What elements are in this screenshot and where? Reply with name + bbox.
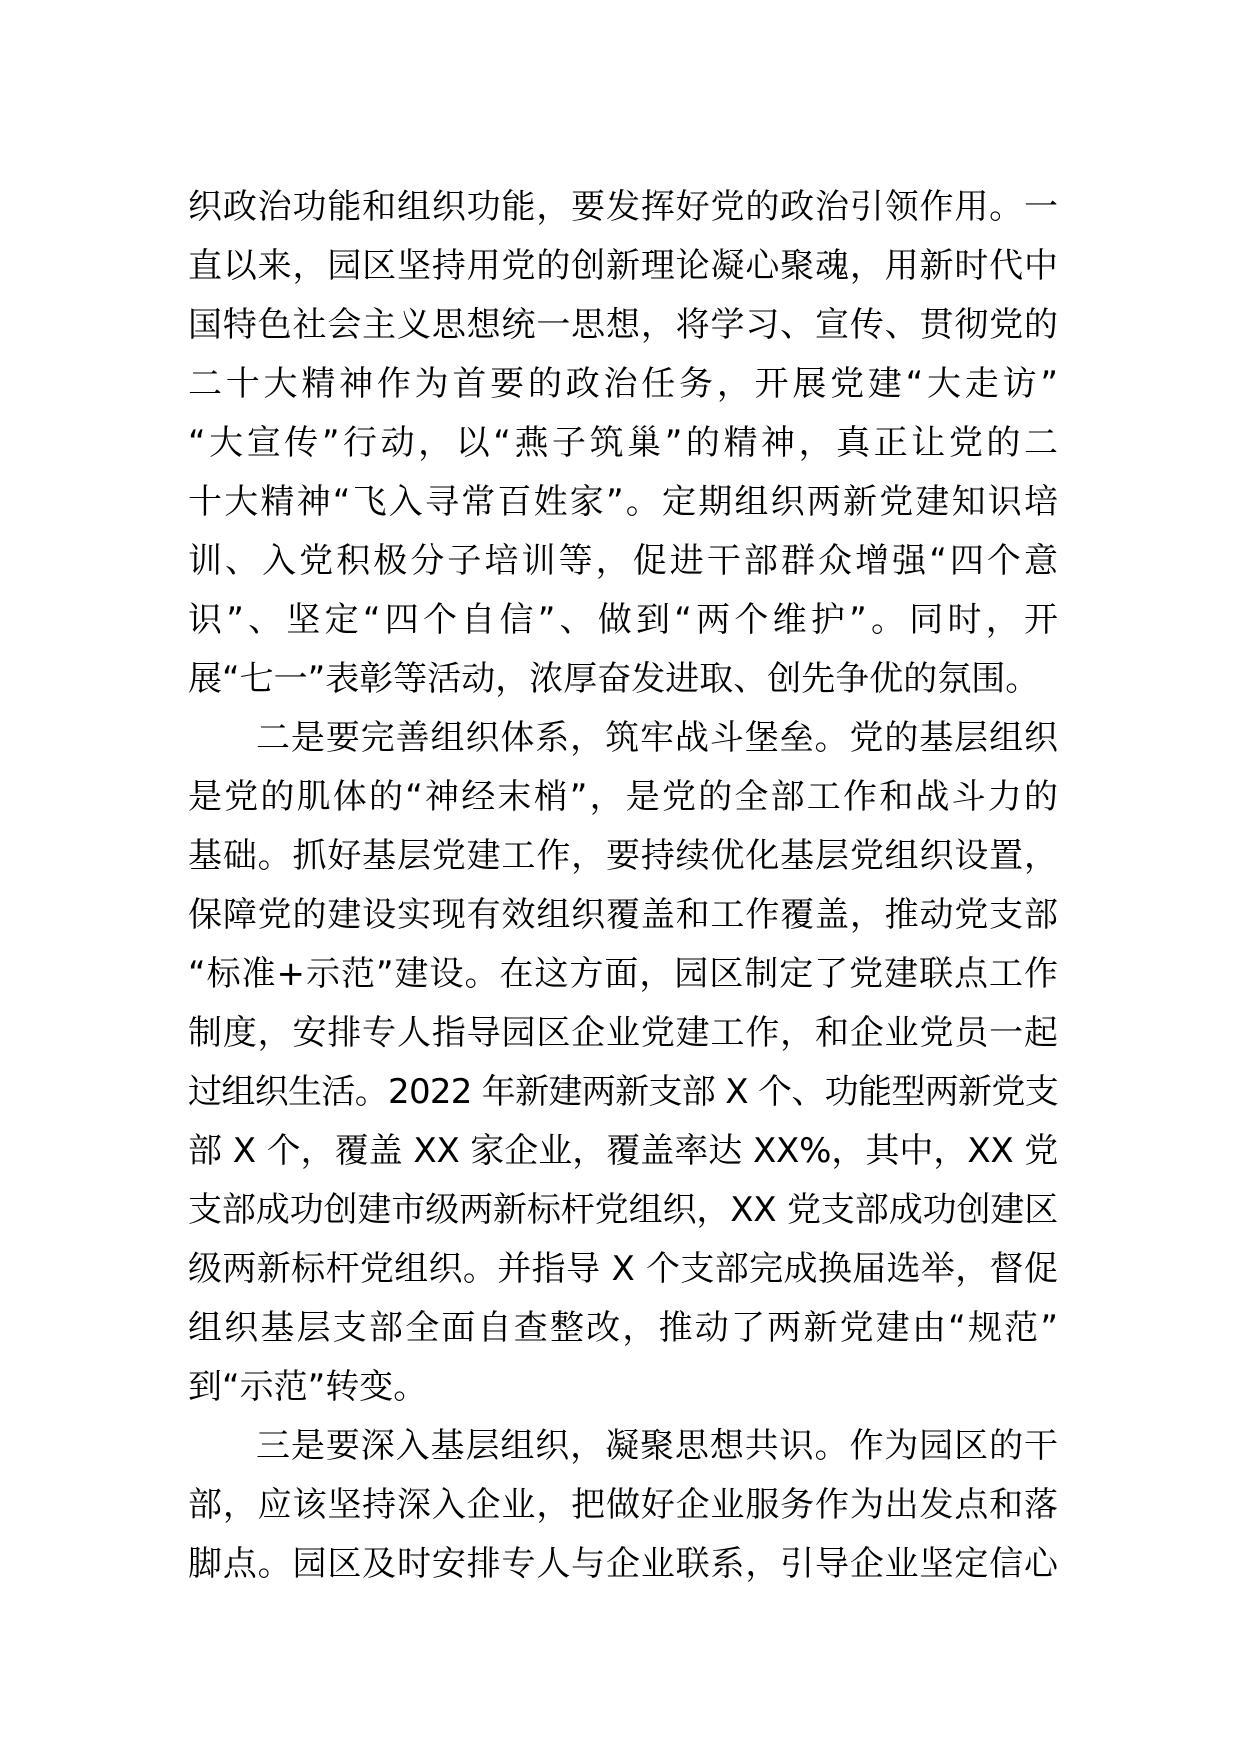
text-line: 二十大精神作为首要的政治任务，开展党建“大走访” bbox=[188, 364, 1058, 404]
text-line: 基础。抓好基层党建工作，要持续优化基层党组织设置， bbox=[188, 836, 1058, 876]
text-line: 部，应该坚持深入企业，把做好企业服务作为出发点和落 bbox=[188, 1485, 1058, 1525]
text-line: 展“七一”表彰等活动，浓厚奋发进取、创先争优的氛围。 bbox=[188, 659, 1040, 699]
paragraph-start-line: 二是要完善组织体系，筑牢战斗堡垒。党的基层组织 bbox=[256, 718, 1058, 758]
text-line: 直以来，园区坚持用党的创新理论凝心聚魂，用新时代中 bbox=[188, 246, 1058, 286]
text-line: 识”、坚定“四个自信”、做到“两个维护”。同时，开 bbox=[188, 600, 1058, 640]
text-line: 十大精神“飞入寻常百姓家”。定期组织两新党建知识培 bbox=[188, 482, 1058, 522]
text-line: 训、入党积极分子培训等，促进干部群众增强“四个意 bbox=[188, 541, 1058, 581]
text-line: 组织基层支部全面自查整改，推动了两新党建由“规范” bbox=[188, 1308, 1058, 1348]
text-line: “大宣传”行动，以“燕子筑巢”的精神，真正让党的二 bbox=[188, 423, 1058, 463]
text-line: 级两新标杆党组织。并指导 X 个支部完成换届选举，督促 bbox=[188, 1249, 1058, 1289]
text-line: 过组织生活。2022 年新建两新支部 X 个、功能型两新党支 bbox=[188, 1072, 1058, 1112]
text-line: “标准+示范”建设。在这方面，园区制定了党建联点工作 bbox=[188, 954, 1058, 994]
text-line: 制度，安排专人指导园区企业党建工作，和企业党员一起 bbox=[188, 1013, 1058, 1053]
text-line: 国特色社会主义思想统一思想，将学习、宣传、贯彻党的 bbox=[188, 305, 1058, 345]
paragraph-start-line: 三是要深入基层组织，凝聚思想共识。作为园区的干 bbox=[256, 1426, 1058, 1466]
document-body bbox=[188, 178, 1058, 1594]
text-line: 到“示范”转变。 bbox=[188, 1367, 428, 1407]
text-line: 支部成功创建市级两新标杆党组织，XX 党支部成功创建区 bbox=[188, 1190, 1058, 1230]
text-line: 是党的肌体的“神经末梢”，是党的全部工作和战斗力的 bbox=[188, 777, 1058, 817]
text-line: 保障党的建设实现有效组织覆盖和工作覆盖，推动党支部 bbox=[188, 895, 1058, 935]
text-line: 部 X 个，覆盖 XX 家企业，覆盖率达 XX%，其中，XX 党 bbox=[188, 1131, 1058, 1171]
text-line: 织政治功能和组织功能，要发挥好党的政治引领作用。一 bbox=[188, 187, 1058, 227]
text-line: 脚点。园区及时安排专人与企业联系，引导企业坚定信心 bbox=[188, 1544, 1058, 1584]
